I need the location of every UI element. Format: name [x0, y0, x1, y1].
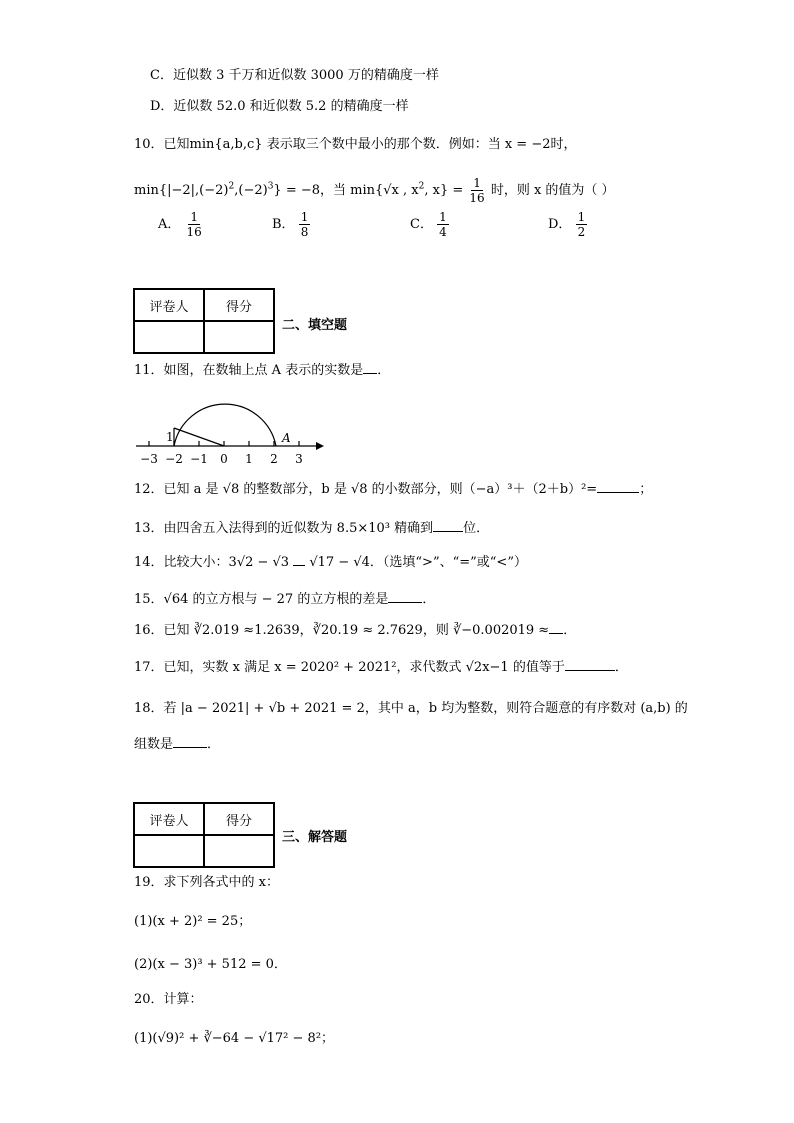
q19-part1: (1)(x + 2)² = 25；: [134, 914, 252, 929]
section-title-fill-blank: 二、填空题: [282, 318, 348, 333]
q9-option-d: D．近似数 52.0 和近似数 5.2 的精确度一样: [150, 99, 409, 114]
q18-text-line1: 18．若 |a − 2021| + √b + 2021 = 2，其中 a，b 均为整数，则符合题意的有序数对 (a,b) 的: [134, 701, 688, 716]
score-table-section2: [133, 288, 275, 354]
q10-option-d[interactable]: D． $\frac{1}{2}$: [548, 210, 586, 239]
grader-header: 评卷人: [134, 803, 204, 835]
score-header: 得分: [204, 289, 274, 321]
axis-tick-label: 0: [220, 452, 228, 466]
q16-answer-blank[interactable]: [549, 633, 563, 634]
q13-text: 13．由四舍五入法得到的近似数为 8.5×10³ 精确到 位．: [134, 521, 490, 536]
q15-answer-blank[interactable]: [388, 602, 422, 603]
grader-cell[interactable]: [134, 321, 204, 353]
q12-text: 12．已知 a 是 √8 的整数部分，b 是 √8 的小数部分，则（−a）³＋（2＋b）²= ；: [134, 482, 653, 497]
q14-answer-blank[interactable]: [293, 565, 305, 566]
q18-text-line2: 组数是 ．: [134, 737, 221, 752]
q11-answer-blank[interactable]: [363, 373, 377, 374]
q11-text: 11．如图，在数轴上点 A 表示的实数是 ．: [134, 363, 391, 378]
grader-header: 评卷人: [134, 289, 204, 321]
q20-text: 20．计算：: [134, 992, 203, 1007]
number-line-figure: [132, 388, 328, 468]
unit-label: 1: [166, 430, 174, 444]
q10-option-c[interactable]: C． $\frac{1}{4}$: [410, 210, 447, 239]
q19-part2: (2)(x − 3)³ + 512 = 0．: [134, 957, 287, 972]
q19-text: 19．求下列各式中的 x：: [134, 875, 280, 890]
axis-tick-label: 3: [295, 452, 303, 466]
q9-option-c: C．近似数 3 千万和近似数 3000 万的精确度一样: [150, 68, 439, 83]
axis-tick-label: −2: [165, 452, 183, 466]
score-header: 得分: [204, 803, 274, 835]
axis-tick-label: 2: [270, 452, 278, 466]
axis-tick-label: −1: [190, 452, 208, 466]
q12-answer-blank[interactable]: [597, 492, 639, 493]
q13-answer-blank[interactable]: [433, 531, 463, 532]
q10-condition: $\min\{|-2|,(-2)^2,(-2)^3\} = -8$，当 min{√x , $x^2$, x} = $\frac{1}{16}$ 时，则 x 的值为（ ）: [134, 176, 615, 205]
section-title-solve: 三、解答题: [282, 830, 348, 845]
q10-option-b[interactable]: B． $\frac{1}{8}$: [272, 210, 309, 239]
q18-answer-blank[interactable]: [173, 747, 207, 748]
q10-stem: 10．已知min{a,b,c} 表示取三个数中最小的那个数．例如：当 x = −2时，: [134, 137, 577, 152]
score-cell[interactable]: [204, 321, 274, 353]
q10-option-a[interactable]: A． $\frac{1}{16}$: [158, 210, 202, 239]
q14-text: 14．比较大小：3√2 − √3 √17 − √4．（选填“>”、“=”或“<”）: [134, 555, 527, 570]
score-cell[interactable]: [204, 835, 274, 867]
arc: [174, 404, 276, 446]
axis-tick-labels: [140, 452, 303, 466]
score-table-section3: [133, 802, 275, 868]
q17-text: 17．已知，实数 x 满足 x = 2020² + 2021²，求代数式 √2x−1 的值等于 ．: [134, 660, 628, 675]
q15-text: 15．√64 的立方根与 − 27 的立方根的差是 ．: [134, 592, 436, 607]
q10-fraction: $\frac{1}{16}$: [469, 176, 485, 205]
axis-tick-label: −3: [140, 452, 158, 466]
axis-tick-label: 1: [245, 452, 253, 466]
axis-arrow: [316, 442, 324, 450]
point-a-label: A: [282, 431, 291, 445]
q20-part1: (1)(√9)² + ∛−64 − √17² − 8²；: [134, 1031, 335, 1046]
grader-cell[interactable]: [134, 835, 204, 867]
q16-text: 16．已知 ∛2.019 ≈1.2639，∛20.19 ≈ 2.7629，则 ∛−0.002019 ≈ ．: [134, 623, 577, 638]
q17-answer-blank[interactable]: [565, 670, 615, 671]
